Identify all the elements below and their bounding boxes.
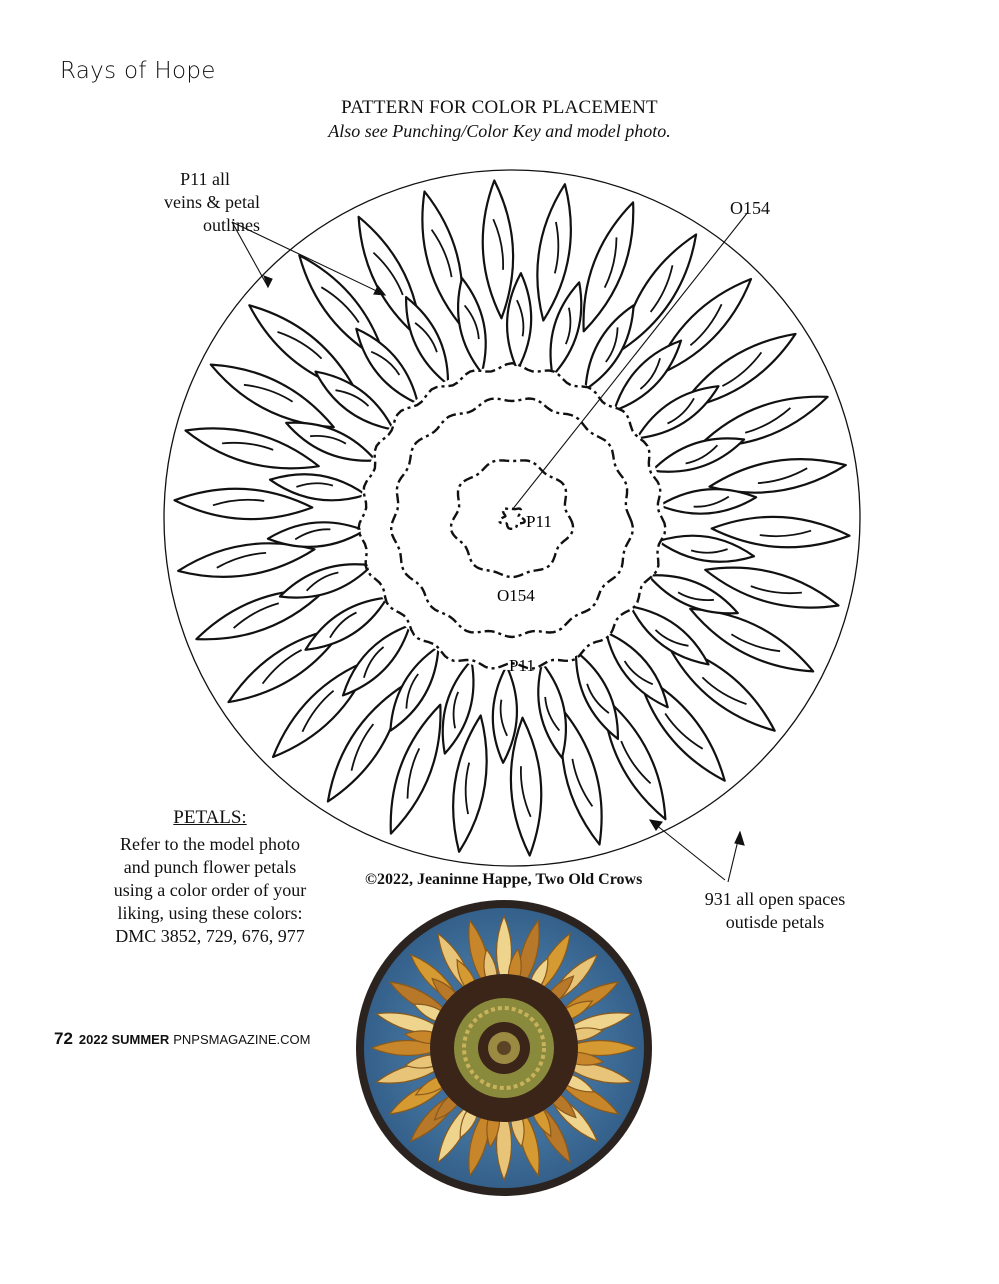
page-number: 72 xyxy=(54,1029,73,1048)
callout-open-line2: outisde petals xyxy=(725,912,825,932)
petal-outlines xyxy=(175,181,850,856)
petal-vein xyxy=(263,650,302,684)
petal-outline xyxy=(648,575,737,613)
callout-veins-line1: P11 all xyxy=(180,169,230,189)
petal-vein xyxy=(222,443,273,450)
callout-veins-line3: outlines xyxy=(203,215,260,235)
petal-vein xyxy=(605,237,617,287)
petal-outline xyxy=(443,660,474,753)
issue-label: 2022 SUMMER xyxy=(78,1032,170,1047)
petal-outline xyxy=(614,341,681,411)
petal-vein xyxy=(213,500,264,506)
petal-outline xyxy=(483,181,513,319)
petal-vein xyxy=(217,553,266,568)
site-url: PNPSMAGAZINE.COM xyxy=(173,1032,311,1047)
petal-outline xyxy=(606,632,668,707)
petal-outline xyxy=(712,517,850,547)
model-photo xyxy=(354,898,654,1198)
petals-line: liking, using these colors: xyxy=(117,903,303,923)
petal-outline xyxy=(268,522,365,547)
petal-vein xyxy=(760,531,811,537)
callout-veins xyxy=(120,168,260,237)
petal-vein xyxy=(758,468,807,483)
petal-outline xyxy=(175,489,313,519)
petal-outline xyxy=(280,564,372,597)
petal-outline xyxy=(637,386,719,438)
petal-outline xyxy=(458,278,486,373)
petals-line: using a color order of your xyxy=(113,880,307,900)
petals-instructions xyxy=(90,806,330,948)
petal-vein xyxy=(302,691,333,732)
page-footer xyxy=(54,1029,310,1049)
petal-vein xyxy=(665,714,703,749)
petal-outline xyxy=(178,543,314,577)
petal-vein xyxy=(432,230,452,278)
petal-vein xyxy=(690,304,721,345)
petal-vein xyxy=(702,677,746,704)
pattern-subheading: Also see Punching/Color Key and model photo. xyxy=(328,121,671,141)
petals-heading: PETALS: xyxy=(173,807,247,828)
petal-outline xyxy=(652,438,744,471)
petal-outline xyxy=(660,489,757,514)
petal-outline xyxy=(343,625,410,695)
petal-vein xyxy=(521,766,531,817)
petal-outline xyxy=(562,711,602,844)
petal-outline xyxy=(576,652,618,739)
petal-outline xyxy=(422,192,462,325)
petal-outline xyxy=(710,459,846,493)
petal-outline xyxy=(511,718,541,856)
ring-label-center: P11 xyxy=(526,512,552,531)
petals-colors: DMC 3852, 729, 676, 977 xyxy=(115,926,305,946)
petal-outline xyxy=(306,598,388,650)
petal-vein xyxy=(321,287,359,322)
ring-label-middle: O154 xyxy=(497,586,535,605)
petal-vein xyxy=(751,586,802,593)
petal-vein xyxy=(722,352,761,386)
pattern-heading: PATTERN FOR COLOR PLACEMENT xyxy=(341,97,658,118)
petal-outline xyxy=(328,686,403,802)
copyright: ©2022, Jeaninne Happe, Two Old Crows xyxy=(365,871,643,888)
petals-line: and punch flower petals xyxy=(123,857,297,877)
section-title: Rays of Hope xyxy=(60,58,216,84)
petals-line: Refer to the model photo xyxy=(120,834,300,854)
petal-outline xyxy=(286,423,375,461)
petal-vein xyxy=(493,219,503,270)
callout-veins-line2: veins & petal xyxy=(164,192,260,212)
petal-outline xyxy=(551,282,582,375)
petal-vein xyxy=(572,759,592,807)
petal-vein xyxy=(408,748,420,798)
ring-label-outer: P11 xyxy=(509,656,535,675)
petal-outline xyxy=(406,297,448,384)
petal-vein xyxy=(278,332,322,359)
callout-open-spaces xyxy=(690,888,860,934)
petal-vein xyxy=(244,385,293,402)
petal-outline xyxy=(356,329,418,404)
callout-open-line1: 931 all open spaces xyxy=(704,889,846,909)
petal-vein xyxy=(731,634,780,651)
petal-vein xyxy=(555,222,559,274)
petal-outline xyxy=(538,663,566,758)
callout-outer-ring: O154 xyxy=(730,198,770,218)
petal-vein xyxy=(466,763,470,815)
